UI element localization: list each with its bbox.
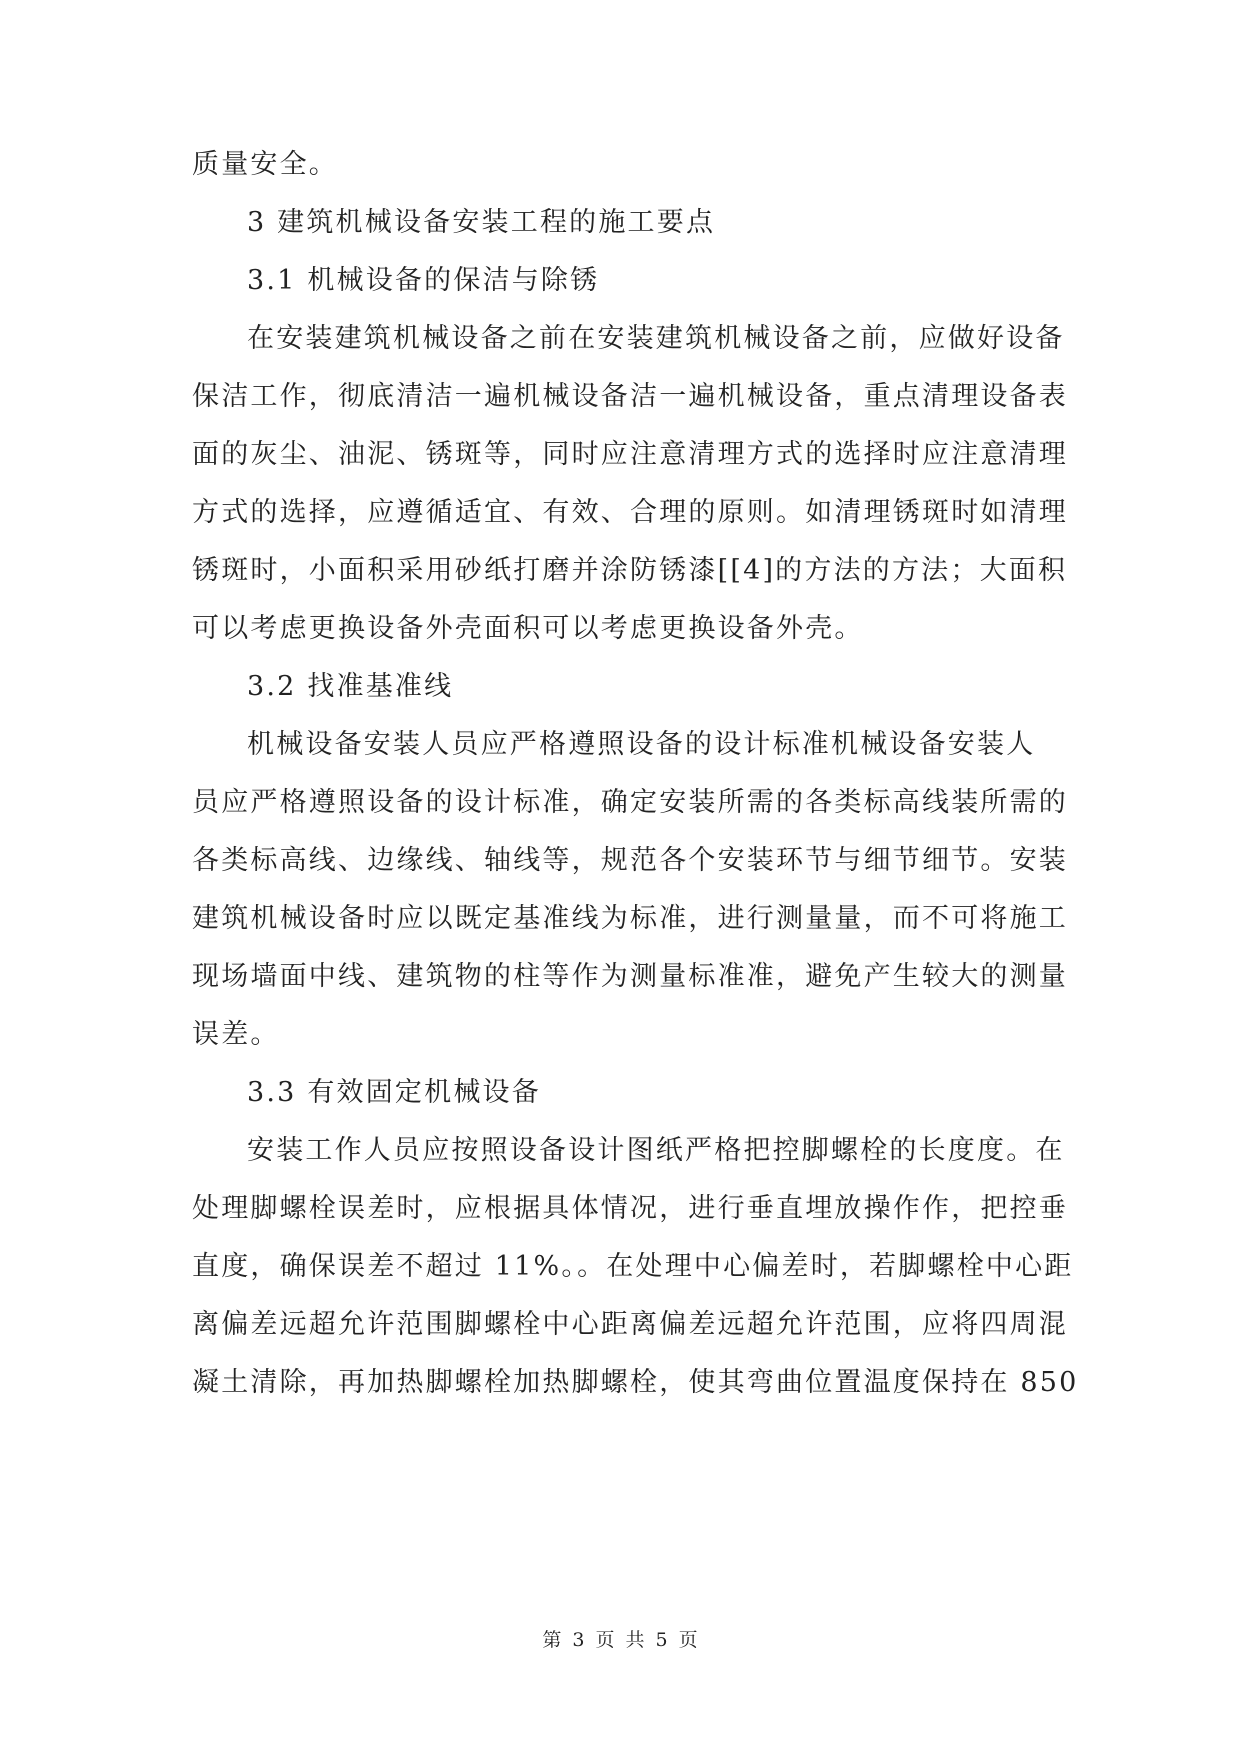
paragraph-line: 离偏差远超允许范围脚螺栓中心距离偏差远超允许范围，应将四周混 bbox=[192, 1309, 1068, 1340]
paragraph-line: 方式的选择，应遵循适宜、有效、合理的原则。如清理锈斑时如清理 bbox=[192, 497, 1068, 528]
total-prefix: 共 bbox=[625, 1629, 646, 1651]
paragraph-line: 保洁工作，彻底清洁一遍机械设备洁一遍机械设备，重点清理设备表 bbox=[192, 381, 1068, 412]
paragraph-line: 现场墙面中线、建筑物的柱等作为测量标准准，避免产生较大的测量 bbox=[192, 961, 1068, 992]
section-heading: 3 建筑机械设备安装工程的施工要点 bbox=[247, 207, 716, 238]
paragraph-line: 凝土清除，再加热脚螺栓加热脚螺栓，使其弯曲位置温度保持在 850 bbox=[192, 1367, 1079, 1398]
paragraph-line: 质量安全。 bbox=[192, 149, 338, 180]
paragraph-line: 可以考虑更换设备外壳面积可以考虑更换设备外壳。 bbox=[192, 613, 864, 644]
paragraph-line: 机械设备安装人员应严格遵照设备的设计标准机械设备安装人 bbox=[247, 729, 1036, 760]
paragraph-line: 建筑机械设备时应以既定基准线为标准，进行测量量，而不可将施工 bbox=[192, 903, 1068, 934]
paragraph-line: 处理脚螺栓误差时，应根据具体情况，进行垂直埋放操作作，把控垂 bbox=[192, 1193, 1068, 1224]
footer-prefix: 第 bbox=[542, 1629, 563, 1651]
total-page-number: 5 bbox=[655, 1629, 669, 1651]
paragraph-line: 安装工作人员应按照设备设计图纸严格把控脚螺栓的长度度。在 bbox=[247, 1135, 1065, 1166]
paragraph-line: 误差。 bbox=[192, 1019, 280, 1050]
total-page-word: 页 bbox=[678, 1629, 699, 1651]
paragraph-line: 员应严格遵照设备的设计标准，确定安装所需的各类标高线装所需的 bbox=[192, 787, 1068, 818]
paragraph-line: 锈斑时，小面积采用砂纸打磨并涂防锈漆[[4]的方法的方法；大面积 bbox=[192, 555, 1068, 586]
subsection-heading: 3.1 机械设备的保洁与除锈 bbox=[247, 265, 600, 296]
paragraph-line: 面的灰尘、油泥、锈斑等，同时应注意清理方式的选择时应注意清理 bbox=[192, 439, 1068, 470]
paragraph-line: 直度，确保误差不超过 11%。。在处理中心偏差时，若脚螺栓中心距 bbox=[192, 1251, 1074, 1282]
subsection-heading: 3.3 有效固定机械设备 bbox=[247, 1077, 541, 1108]
page-word: 页 bbox=[595, 1629, 616, 1651]
page-footer bbox=[0, 1626, 1241, 1654]
paragraph-line: 在安装建筑机械设备之前在安装建筑机械设备之前，应做好设备 bbox=[247, 323, 1065, 354]
paragraph-line: 各类标高线、边缘线、轴线等，规范各个安装环节与细节细节。安装 bbox=[192, 845, 1068, 876]
subsection-heading: 3.2 找准基准线 bbox=[247, 671, 454, 702]
current-page-number: 3 bbox=[572, 1629, 586, 1651]
